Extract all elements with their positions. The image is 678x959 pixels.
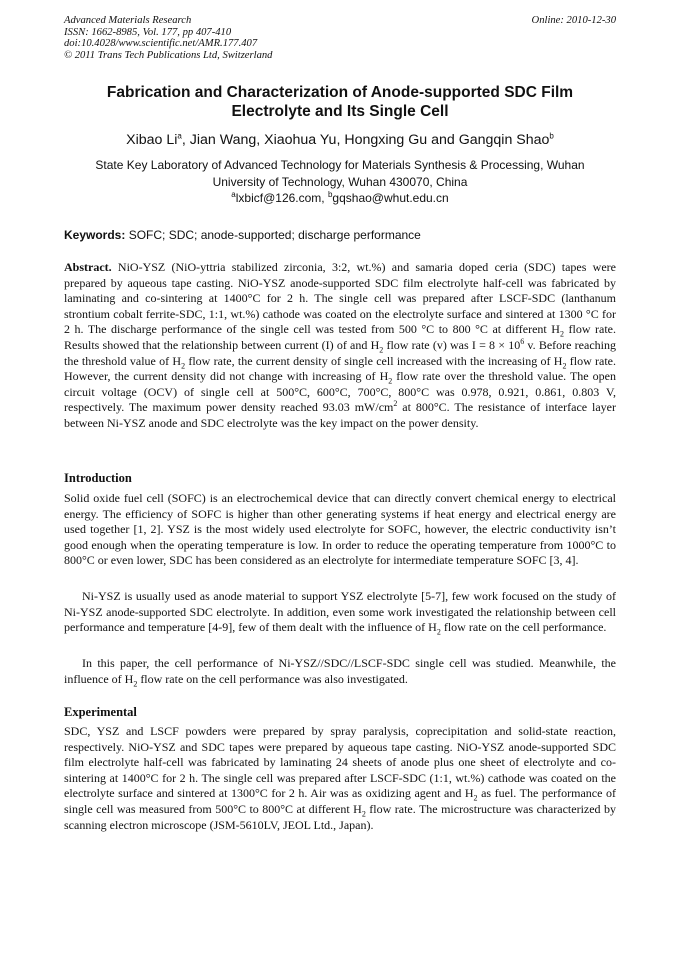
affiliation-line-2: University of Technology, Wuhan 430070, China xyxy=(212,174,468,189)
doi-line: doi:10.4028/www.scientific.net/AMR.177.407 xyxy=(64,38,258,50)
online-date: Online: 2010-12-30 xyxy=(531,15,616,26)
abstract-label: Abstract. xyxy=(64,260,112,274)
exp-p1-sub-2: 2 xyxy=(361,809,366,819)
intro-p3-text-1: In this paper, the cell performance of Ni-YSZ//SDC//LSCF-SDC single cell was studied. Meanwhile, the influence of H xyxy=(64,656,616,686)
abstract-sup-2: 2 xyxy=(393,399,398,409)
introduction-paragraph-2 xyxy=(64,589,616,636)
keywords-text: SOFC; SDC; anode-supported; discharge performance xyxy=(125,228,421,242)
title-line-2: Electrolyte and Its Single Cell xyxy=(231,103,449,120)
abstract-sub-3: 2 xyxy=(181,360,186,370)
paper-title xyxy=(64,83,616,121)
journal-name: Advanced Materials Research xyxy=(64,15,192,26)
journal-header xyxy=(64,15,616,61)
introduction-paragraph-1: Solid oxide fuel cell (SOFC) is an electrochemical device that can directly convert chemical energy to electrical energy. The efficiency of SOFC is higher than other generating systems if heat energy and electrical energy are used together [1, 2]. YSZ is the most widely used electrolyte for SOFC, however, the electric conductivity isn’t good enough when the operating temperature is low. In order to reduce the operating temperature from 1000°C to 800°C or even lower, SDC has been considered as an electrolyte for intermediate temperature SOFC [3, 4]. xyxy=(64,491,616,568)
abstract xyxy=(64,260,616,432)
abstract-text-1: NiO-YSZ (NiO-yttria stabilized zirconia, 3:2, wt.%) and samaria doped ceria (SDC) tapes were prepared by aqueous tape casting. NiO-YSZ anode-supported SDC film electrolyte half-cell was fabricated by laminating and co-sintering at 1400°C for 2 h. The single cell was prepared after LSCF-SDC (lanthanum strontium cobalt ferrite-SDC, 1:1, wt.%) cathode was coated on the electrolyte surface and sintered at 1300 °C for 2 h. The discharge performance of the single cell was tested from 500 °C to 800 °C at different H xyxy=(64,260,616,337)
copyright-line: © 2011 Trans Tech Publications Ltd, Switzerland xyxy=(64,49,273,61)
abstract-sub-5: 2 xyxy=(388,376,393,386)
intro-p2-sub: 2 xyxy=(436,627,441,637)
abstract-sub-4: 2 xyxy=(562,360,567,370)
abstract-sup-1: 6 xyxy=(520,336,525,346)
email-a-sup: a xyxy=(231,190,236,199)
keywords xyxy=(64,227,616,243)
abstract-text-2: flow rate. Results showed that the relationship between current (I) of and H xyxy=(64,322,616,352)
abstract-text-5: flow rate, the current density of single cell increased with the increasing of H xyxy=(185,353,563,368)
author-first-sup: a xyxy=(177,131,182,141)
abstract-text-7: flow rate over the threshold value. The open circuit voltage (OCV) of single cell at 500°C, 600°C, 700°C, 800°C was 0.978, 0.921, 0.861, 0.803 V, respectively. The maximum power density reached 93.03 mW/cm xyxy=(64,369,617,415)
intro-p3-sub: 2 xyxy=(133,678,138,688)
keywords-label: Keywords: xyxy=(64,228,126,242)
authors-rest: , Jian Wang, Xiaohua Yu, Hongxing Gu and Gangqin Shao xyxy=(181,132,550,148)
exp-p1-sub-1: 2 xyxy=(473,793,478,803)
introduction-heading: Introduction xyxy=(64,471,132,485)
email-b-sup: b xyxy=(327,190,333,199)
abstract-text-6: flow rate. However, the current density did not change with increasing of H xyxy=(64,353,616,384)
intro-p3-text-2: flow rate on the cell performance was also investigated. xyxy=(137,671,408,686)
abstract-sub-1: 2 xyxy=(559,329,564,339)
intro-p2-text-1: Ni-YSZ is usually used as anode material to support YSZ electrolyte [5-7], few work focused on the study of Ni-YSZ anode-supported SDC electrolyte. In addition, even some work investigated the relationship between cell performance and temperature [4-9], few of them dealt with the influence of H xyxy=(64,589,616,635)
author-list xyxy=(64,131,616,149)
author-first: Xibao Li xyxy=(126,132,178,148)
title-line-1: Fabrication and Characterization of Anode-supported SDC Film xyxy=(106,84,574,101)
issn-line: ISSN: 1662-8985, Vol. 177, pp 407-410 xyxy=(64,26,232,38)
experimental-heading: Experimental xyxy=(64,705,137,719)
introduction-paragraph-3 xyxy=(64,656,616,687)
email-b: gqshao@whut.edu.cn xyxy=(332,191,449,205)
abstract-text-8: at 800°C. The resistance of interface layer between Ni-YSZ anode and SDC electrolyte was the key impact on the power density. xyxy=(64,400,616,430)
exp-p1-text-3: flow rate. The microstructure was characterized by scanning electron microscope (JSM-5610LV, JEOL Ltd., Japan). xyxy=(64,801,617,832)
abstract-text-3: flow rate (v) was I = 8 × 10 xyxy=(383,337,521,352)
experimental-paragraph-1 xyxy=(64,724,616,833)
affiliation xyxy=(64,157,616,207)
abstract-text-4: v. Before reaching the threshold value of H xyxy=(64,337,616,368)
email-a: lxbicf@126.com, xyxy=(235,191,328,205)
author-emails xyxy=(64,190,616,207)
author-last-sup: b xyxy=(549,131,554,141)
intro-p2-text-2: flow rate on the cell performance. xyxy=(440,620,607,635)
abstract-sub-2: 2 xyxy=(379,345,384,355)
exp-p1-text-2: as fuel. The performance of single cell was measured from 500°C to 800°C at different H xyxy=(64,786,616,816)
affiliation-line-1: State Key Laboratory of Advanced Technology for Materials Synthesis & Processing, Wuhan xyxy=(95,158,585,172)
exp-p1-text-1: SDC, YSZ and LSCF powders were prepared by spray paralysis, coprecipitation and solid-state reaction, respectively. NiO-YSZ and SDC tapes were prepared by aqueous tape casting. NiO-YSZ anode-supported SDC film electrolyte half-cell was fabricated by laminating 24 sheets of anode plus one sheet of electrolyte and co-sintering at 1400°C for 2 h. The single cell was prepared after LSCF-SDC (1:1, wt.%) cathode was coated on the electrolyte surface and sintered at 1300°C for 2 h. Air was as oxidizing agent and H xyxy=(64,724,616,801)
